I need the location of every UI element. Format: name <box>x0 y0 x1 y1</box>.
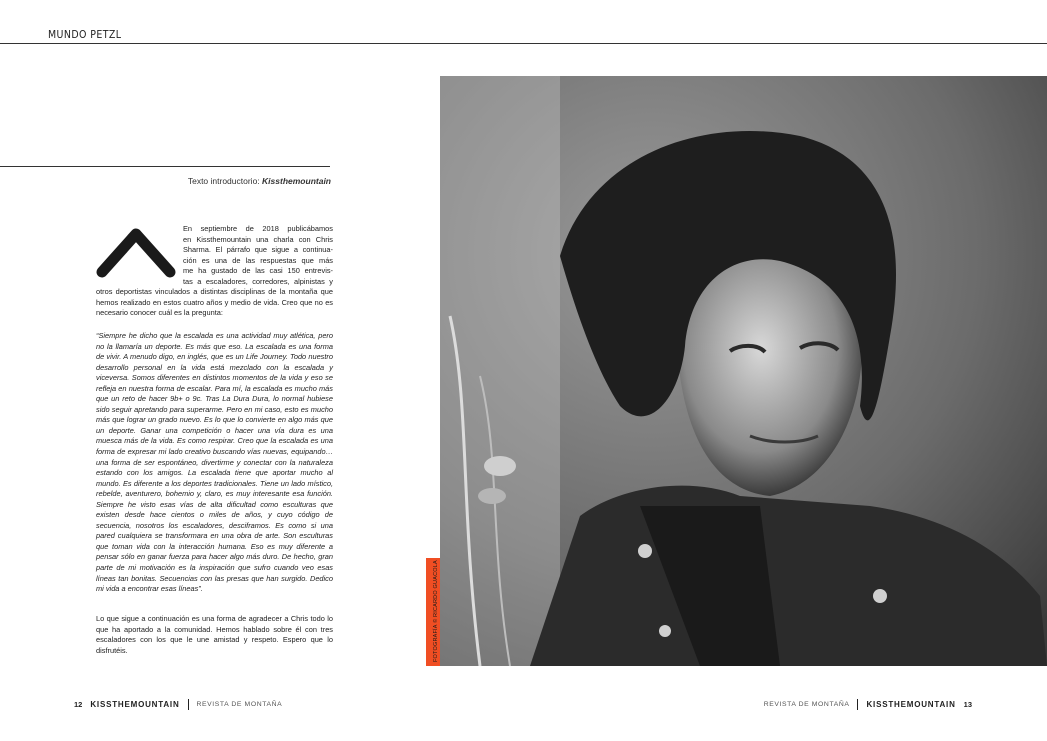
section-label: MUNDO PETZL <box>48 29 122 41</box>
intro-paragraph-line: me ha gustado de las casi 150 entrevis- <box>183 266 333 276</box>
footer-left <box>74 699 282 710</box>
portrait-photo <box>440 76 1047 666</box>
closing-paragraph: Lo que sigue a continuación es una forma de agradecer a Chris todo lo que ha aportado a la comunidad. Hemos hablado sobre él con tres escaladores con los que le une amistad y respeto. Espero que lo disfrutéis. <box>96 614 333 655</box>
page-number-left: 12 <box>74 700 83 709</box>
intro-credit <box>188 176 331 186</box>
brand-left: KISSTHEMOUNTAIN <box>90 700 180 709</box>
intro-paragraph-rest: otros deportistas vinculados a distintas disciplinas de la montaña que hemos realizado en estos cuatro años y medio de vida. Creo que no es necesario conocer cuál es la pregunta: <box>96 287 333 318</box>
brand-right: KISSTHEMOUNTAIN <box>866 700 956 709</box>
footer-right <box>764 699 972 710</box>
chris-sharma-quote: “Siempre he dicho que la escalada es una actividad muy atlética, pero no la llamaría un deporte. Es más que eso. La escalada es una forma de vivir. A menudo digo, en inglés, que es un Life Journey. Todo nuestro desarrollo personal en la vida está mezclado con la escalada y viceversa. Somos diferentes en distintos momentos de la vida y eso se refleja en nuestra forma de escalar. Para mí, la escalada es mucho más que un reto de hacer 9b+ o 9c. Tras La Dura Dura, lo normal hubiese sido seguir apretando para superarme. Pero en mi caso, esto es mucho más que lograr un grado nuevo. Es lo que lo convierte en algo más que un deporte. Ganar una competición o hacer una vía dura es una muesca más de la vida. Es como respirar. Creo que la escalada es una forma de expresar mi lado creativo buscando vías nuevas, equipando… una forma de ser espontáneo, divertirme y conectar con la naturaleza estando con los amigos. La escalada tiene que aportar mucho al mundo. Es diferente a los deportes tradicionales. Tiene un lado místico, rebelde, aventurero, bohemio y, claro, es muy interesante esa función. Siempre he visto esas vías de alta dificultad como esculturas que existen desde hace cientos o miles de años, y cuyo código de secuencia, nosotros los escaladores, desciframos. Es como si una pared cualquiera se transformara en una obra de arte. Son esculturas que toman vida con la interacción humana. Eso es muy diferente a pensar sólo en ganar fuerza para hacer algo más duro. De hecho, gran parte de mi motivación es la inspiración que sufro cuando veo esas líneas tan bonitas. Secuencias con las presas que han surgido. Dedico mi vida a encontrar esas líneas”. <box>96 331 333 594</box>
footer-divider-right <box>857 699 858 710</box>
intro-paragraph-line: ción es una de las respuestas que más <box>183 255 333 265</box>
intro-credit-author: Kissthemountain <box>262 176 331 186</box>
magazine-right: REVISTA DE MONTAÑA <box>763 701 850 708</box>
intro-paragraph-line: En septiembre de 2018 publicábamos <box>183 224 333 233</box>
intro-paragraph-line: Sharma. El párrafo que sigue a continua- <box>183 245 333 255</box>
intro-paragraph-line: tas a escaladores, corredores, alpinistas y <box>183 276 333 286</box>
footer-divider-left <box>188 699 189 710</box>
magazine-left: REVISTA DE MONTAÑA <box>196 701 283 708</box>
top-rule <box>0 43 1047 44</box>
photo-credit-tab <box>426 558 440 666</box>
left-rule <box>0 166 330 167</box>
intro-paragraph-line: en Kissthemountain una charla con Chris <box>183 234 333 244</box>
intro-credit-label: Texto introductorio: <box>187 176 260 186</box>
page-number-right: 13 <box>963 700 972 709</box>
intro-paragraph <box>96 224 333 319</box>
photo-credit-text: FOTOGRAFÍA © RICARDO GUACOLA <box>433 560 439 662</box>
